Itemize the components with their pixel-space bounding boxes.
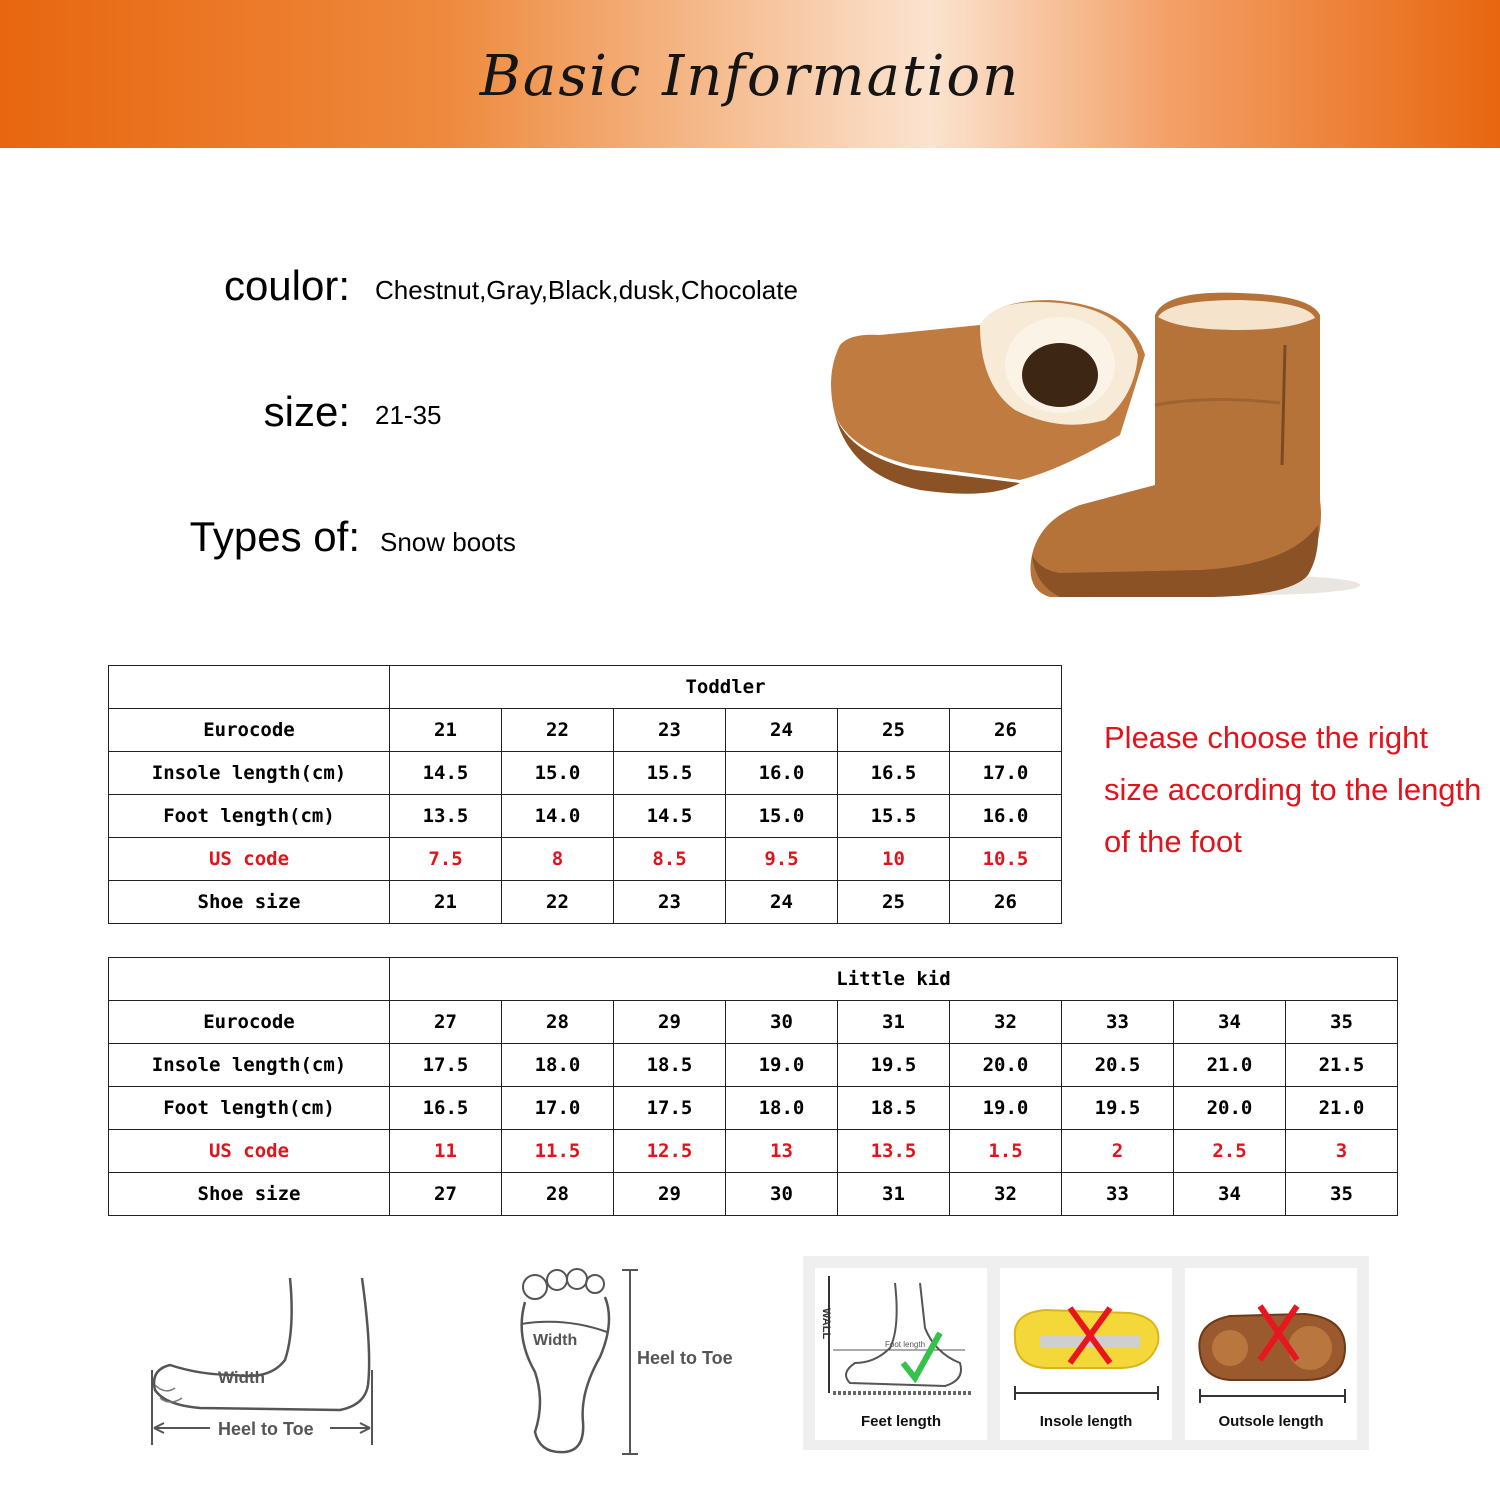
table-cell: 11.5: [502, 1130, 614, 1173]
toddler-heading: Toddler: [390, 666, 1062, 709]
table-cell: 9.5: [726, 838, 838, 881]
table-cell: 27: [390, 1001, 502, 1044]
table-cell: 28: [502, 1173, 614, 1216]
table-corner: [109, 666, 390, 709]
table-cell: 18.0: [726, 1087, 838, 1130]
table-cell: 32: [950, 1173, 1062, 1216]
table-cell: 8.5: [614, 838, 726, 881]
table-cell: 16.0: [950, 795, 1062, 838]
table-cell: 15.0: [726, 795, 838, 838]
table-cell: 26: [950, 709, 1062, 752]
foot-sole-diagram: [505, 1262, 765, 1462]
sole-width-label: Width: [533, 1332, 578, 1349]
row-label: Shoe size: [109, 881, 390, 924]
insole-illustration: [1000, 1268, 1172, 1418]
table-cell: 25: [838, 709, 950, 752]
foot-length-small-label: Foot length: [885, 1340, 926, 1349]
table-row: [109, 1001, 1398, 1044]
sole-heel-to-toe-label: Heel to Toe: [637, 1348, 733, 1368]
row-label: Eurocode: [109, 1001, 390, 1044]
table-row: [109, 1087, 1398, 1130]
table-cell: 35: [1286, 1001, 1398, 1044]
table-cell: 22: [502, 881, 614, 924]
table-row: [109, 752, 1062, 795]
table-cell: 29: [614, 1001, 726, 1044]
table-cell: 15.5: [838, 795, 950, 838]
table-cell: 18.5: [838, 1087, 950, 1130]
table-cell: 27: [390, 1173, 502, 1216]
outsole-illustration: [1185, 1268, 1357, 1418]
table-cell: 3: [1286, 1130, 1398, 1173]
table-cell: 34: [1174, 1001, 1286, 1044]
table-cell: 31: [838, 1001, 950, 1044]
size-advice-text: Please choose the right size according to the length of the foot: [1104, 720, 1482, 859]
table-cell: 11: [390, 1130, 502, 1173]
table-cell: 29: [614, 1173, 726, 1216]
table-cell: 32: [950, 1001, 1062, 1044]
toddler-size-table: [108, 665, 1062, 924]
table-cell: 16.5: [390, 1087, 502, 1130]
table-row: [109, 709, 1062, 752]
outsole-length-panel: [1185, 1268, 1357, 1440]
table-cell: 13: [726, 1130, 838, 1173]
type-label: Types of:: [189, 513, 360, 560]
row-label: Foot length(cm): [109, 795, 390, 838]
table-cell: 10.5: [950, 838, 1062, 881]
table-cell: 14.0: [502, 795, 614, 838]
table-cell: 13.5: [390, 795, 502, 838]
table-cell: 21.5: [1286, 1044, 1398, 1087]
little-kid-heading: Little kid: [390, 958, 1398, 1001]
table-cell: 17.5: [614, 1087, 726, 1130]
table-cell: 23: [614, 881, 726, 924]
table-cell: 20.5: [1062, 1044, 1174, 1087]
row-label: Shoe size: [109, 1173, 390, 1216]
table-cell: 7.5: [390, 838, 502, 881]
table-cell: 20.0: [950, 1044, 1062, 1087]
table-cell: 21: [390, 881, 502, 924]
type-value: Snow boots: [380, 527, 516, 557]
table-cell: 10: [838, 838, 950, 881]
table-cell: 21.0: [1174, 1044, 1286, 1087]
table-cell: 20.0: [1174, 1087, 1286, 1130]
table-cell: 28: [502, 1001, 614, 1044]
side-heel-to-toe-label: Heel to Toe: [218, 1419, 314, 1439]
foot-side-diagram: [140, 1270, 390, 1460]
feet-length-illustration: [815, 1268, 987, 1418]
table-cell: 8: [502, 838, 614, 881]
insole-length-label: Insole length: [1039, 1413, 1133, 1430]
table-cell: 21.0: [1286, 1087, 1398, 1130]
table-cell: 19.0: [950, 1087, 1062, 1130]
table-cell: 26: [950, 881, 1062, 924]
table-cell: 33: [1062, 1001, 1174, 1044]
row-label: US code: [109, 1130, 390, 1173]
table-cell: 15.5: [614, 752, 726, 795]
table-cell: 34: [1174, 1173, 1286, 1216]
row-label: Foot length(cm): [109, 1087, 390, 1130]
table-cell: 19.0: [726, 1044, 838, 1087]
table-cell: 24: [726, 709, 838, 752]
table-cell: 24: [726, 881, 838, 924]
table-cell: 16.5: [838, 752, 950, 795]
table-header-row: [109, 666, 1062, 709]
table-cell: 18.0: [502, 1044, 614, 1087]
table-cell: 1.5: [950, 1130, 1062, 1173]
table-cell: 21: [390, 709, 502, 752]
table-cell: 14.5: [390, 752, 502, 795]
table-cell: 17.0: [502, 1087, 614, 1130]
table-cell: 17.0: [950, 752, 1062, 795]
table-cell: 19.5: [838, 1044, 950, 1087]
table-cell: 15.0: [502, 752, 614, 795]
wall-label: WALL: [820, 1308, 832, 1340]
table-cell: 16.0: [726, 752, 838, 795]
table-cell: 19.5: [1062, 1087, 1174, 1130]
table-row: [109, 795, 1062, 838]
table-header-row: [109, 958, 1398, 1001]
banner-title: Basic Information: [479, 44, 1021, 109]
table-cell: 23: [614, 709, 726, 752]
table-cell: 30: [726, 1173, 838, 1216]
table-cell: 33: [1062, 1173, 1174, 1216]
feet-length-label: Feet length: [860, 1413, 941, 1430]
table-row-us-code: [109, 838, 1062, 881]
table-cell: 30: [726, 1001, 838, 1044]
side-width-label: Width: [218, 1368, 266, 1387]
color-value: Chestnut,Gray,Black,dusk,Chocolate: [375, 275, 798, 305]
row-label: US code: [109, 838, 390, 881]
little-kid-size-table: [108, 957, 1398, 1216]
table-cell: 25: [838, 881, 950, 924]
header-banner: [0, 0, 1500, 148]
table-cell: 17.5: [390, 1044, 502, 1087]
snow-boots-image: [820, 285, 1360, 605]
table-row: [109, 881, 1062, 924]
table-cell: 31: [838, 1173, 950, 1216]
table-cell: 2.5: [1174, 1130, 1286, 1173]
table-row: [109, 1044, 1398, 1087]
row-label: Insole length(cm): [109, 752, 390, 795]
tilted-boot: [831, 300, 1145, 494]
row-label: Eurocode: [109, 709, 390, 752]
table-cell: 22: [502, 709, 614, 752]
table-cell: 14.5: [614, 795, 726, 838]
table-corner: [109, 958, 390, 1001]
size-value: 21-35: [375, 400, 442, 430]
measurement-guide-panel: [803, 1256, 1369, 1450]
size-label: size:: [263, 388, 350, 435]
insole-length-panel: [1000, 1268, 1172, 1440]
table-row-us-code: [109, 1130, 1398, 1173]
table-cell: 2: [1062, 1130, 1174, 1173]
outsole-length-label: Outsole length: [1218, 1413, 1324, 1430]
table-cell: 12.5: [614, 1130, 726, 1173]
table-cell: 13.5: [838, 1130, 950, 1173]
color-label: coulor:: [223, 262, 350, 309]
table-cell: 35: [1286, 1173, 1398, 1216]
table-row: [109, 1173, 1398, 1216]
row-label: Insole length(cm): [109, 1044, 390, 1087]
feet-length-panel: [815, 1268, 987, 1440]
table-cell: 18.5: [614, 1044, 726, 1087]
